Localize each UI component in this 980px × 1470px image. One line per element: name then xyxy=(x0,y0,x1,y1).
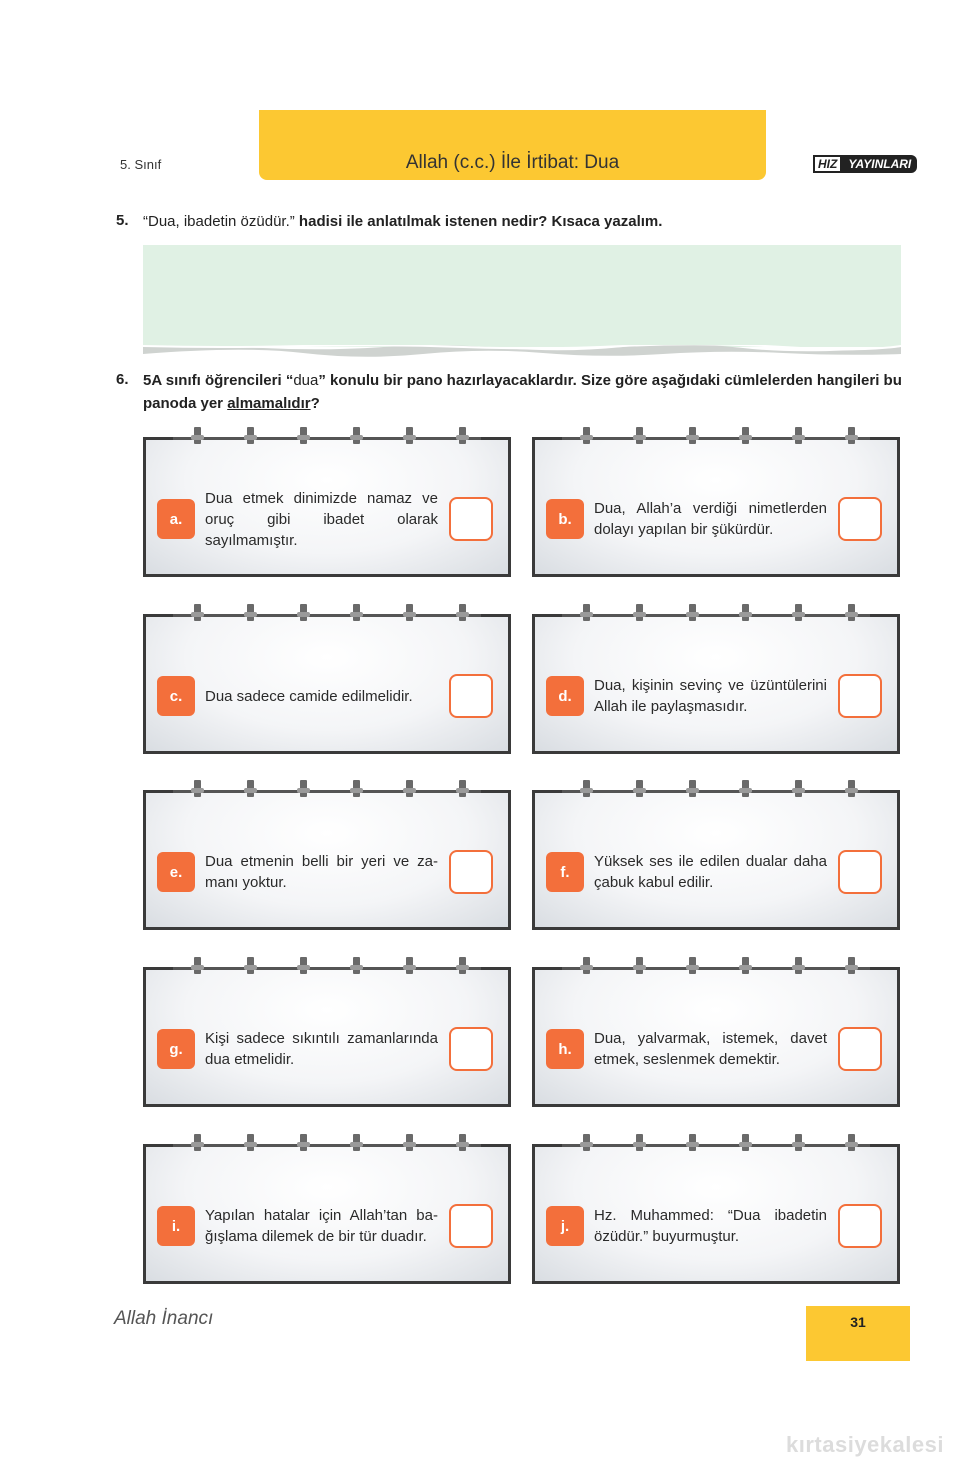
answer-checkbox[interactable] xyxy=(838,1027,882,1071)
statement-card xyxy=(532,1134,900,1284)
spotlight-icon xyxy=(406,604,413,621)
spotlight-icon xyxy=(300,427,307,444)
spotlight-icon xyxy=(583,780,590,797)
spotlight-icon xyxy=(300,780,307,797)
statement-letter-badge: e. xyxy=(157,852,195,892)
spotlight-icon xyxy=(848,780,855,797)
statement-letter-badge: g. xyxy=(157,1029,195,1069)
spotlight-icon xyxy=(247,957,254,974)
publisher-logo-part2: YAYINLARI xyxy=(842,155,917,173)
statement-letter-badge: j. xyxy=(546,1206,584,1246)
spotlight-icon xyxy=(459,1134,466,1151)
spotlight-icon xyxy=(689,1134,696,1151)
question-6-underlined: almamalıdır xyxy=(227,395,311,412)
title-band xyxy=(259,110,766,180)
answer-checkbox[interactable] xyxy=(449,674,493,718)
spotlight-icon xyxy=(795,780,802,797)
spotlight-icon xyxy=(194,957,201,974)
spotlight-icon xyxy=(583,957,590,974)
answer-checkbox[interactable] xyxy=(449,497,493,541)
spotlight-icon xyxy=(353,780,360,797)
statement-letter-badge: b. xyxy=(546,499,584,539)
statement-card xyxy=(143,780,511,930)
publisher-logo xyxy=(813,154,917,174)
statement-letter-badge: c. xyxy=(157,676,195,716)
spotlight-icon xyxy=(583,604,590,621)
light-wire xyxy=(562,1144,870,1147)
spotlight-icon xyxy=(636,1134,643,1151)
spotlight-icon xyxy=(247,1134,254,1151)
light-wire xyxy=(562,967,870,970)
spotlight-icon xyxy=(636,604,643,621)
unit-name: Allah İnancı xyxy=(114,1308,214,1329)
spotlight-icon xyxy=(742,957,749,974)
spotlight-icon xyxy=(459,780,466,797)
spotlight-icon xyxy=(300,604,307,621)
spotlight-icon xyxy=(247,427,254,444)
statement-card xyxy=(143,1134,511,1284)
spotlight-icon xyxy=(636,427,643,444)
statement-text: Kişi sadece sıkıntılı zamanlarında dua etmelidir. xyxy=(205,1030,438,1068)
light-wire xyxy=(562,437,870,440)
spotlight-icon xyxy=(848,1134,855,1151)
statement-letter-badge: h. xyxy=(546,1029,584,1069)
spotlight-icon xyxy=(742,604,749,621)
statement-letter-badge: d. xyxy=(546,676,584,716)
statement-text: Dua etmenin belli bir yeri ve zamanı yoktur. xyxy=(205,853,438,891)
statement-letter-badge: f. xyxy=(546,852,584,892)
spotlight-icon xyxy=(194,1134,201,1151)
spotlight-icon xyxy=(406,1134,413,1151)
light-wire xyxy=(173,614,481,617)
question-6-text xyxy=(143,369,913,415)
light-wire xyxy=(173,967,481,970)
spotlight-icon xyxy=(689,604,696,621)
watermark: kırtasiyekalesi xyxy=(786,1432,944,1457)
statement-letter-badge: a. xyxy=(157,499,195,539)
spotlight-icon xyxy=(353,427,360,444)
light-wire xyxy=(562,614,870,617)
answer-checkbox[interactable] xyxy=(838,497,882,541)
statement-text: Yapılan hatalar için Allah’tan bağışlama dilemek de bir tür duadır. xyxy=(205,1207,438,1245)
light-wire xyxy=(562,790,870,793)
statement-card xyxy=(532,604,900,754)
statement-card xyxy=(143,427,511,577)
spotlight-icon xyxy=(742,427,749,444)
answer-checkbox[interactable] xyxy=(449,1204,493,1248)
answer-area-torn-edge xyxy=(143,345,901,357)
spotlight-icon xyxy=(689,957,696,974)
statement-card xyxy=(143,957,511,1107)
spotlight-icon xyxy=(583,427,590,444)
spotlight-icon xyxy=(194,427,201,444)
statement-letter-badge: i. xyxy=(157,1206,195,1246)
light-wire xyxy=(173,1144,481,1147)
spotlight-icon xyxy=(742,780,749,797)
spotlight-icon xyxy=(848,427,855,444)
question-6-part4: ? xyxy=(310,395,320,412)
spotlight-icon xyxy=(406,427,413,444)
statement-text: Dua etmek dinimizde namaz ve oruç gibi ibadet olarak sayılmamıştır. xyxy=(205,490,438,549)
question-6-keyword: dua xyxy=(293,372,319,389)
question-5-text xyxy=(143,210,913,233)
spotlight-icon xyxy=(300,957,307,974)
statement-text: Hz. Muhammed: “Dua ibadetin özüdür.” buyurmuştur. xyxy=(594,1207,827,1245)
answer-checkbox[interactable] xyxy=(449,1027,493,1071)
question-5-quote: “Dua, ibadetin özüdür.” xyxy=(143,213,295,230)
statement-text: Yüksek ses ile edilen dualar daha çabuk kabul edilir. xyxy=(594,853,827,891)
statement-text: Dua, kişinin sevinç ve üzüntülerini Allah ile paylaşmasıdır. xyxy=(594,677,827,715)
spotlight-icon xyxy=(459,957,466,974)
question-5-prompt: hadisi ile anlatılmak istenen nedir? Kısaca yazalım. xyxy=(294,213,663,230)
page-number: 31 xyxy=(850,1314,866,1330)
spotlight-icon xyxy=(194,604,201,621)
spotlight-icon xyxy=(848,604,855,621)
statement-card xyxy=(532,957,900,1107)
spotlight-icon xyxy=(247,604,254,621)
answer-checkbox[interactable] xyxy=(838,1204,882,1248)
question-6-number: 6. xyxy=(116,371,129,388)
publisher-logo-part1: HIZ xyxy=(813,155,842,173)
spotlight-icon xyxy=(636,780,643,797)
spotlight-icon xyxy=(406,780,413,797)
spotlight-icon xyxy=(795,957,802,974)
spotlight-icon xyxy=(353,957,360,974)
statement-text: Dua, Allah’a verdiği nimetlerden dolayı yapılan bir şükürdür. xyxy=(594,500,827,538)
page-number-tab xyxy=(806,1306,910,1361)
spotlight-icon xyxy=(795,427,802,444)
spotlight-icon xyxy=(742,1134,749,1151)
spotlight-icon xyxy=(353,604,360,621)
spotlight-icon xyxy=(795,604,802,621)
spotlight-icon xyxy=(689,780,696,797)
statement-text: Dua, yalvarmak, istemek, davet etmek, seslenmek demektir. xyxy=(594,1030,827,1068)
grade-label: 5. Sınıf xyxy=(120,157,162,172)
question-6-part3: ” konulu bir pano hazırlayacaklardır. Size göre aşağıdaki cümlelerden hangileri bu panoda yer xyxy=(143,372,902,412)
page-title: Allah (c.c.) İle İrtibat: Dua xyxy=(405,152,620,173)
question-6-part1: 5A sınıfı öğrencileri “ xyxy=(143,372,294,389)
spotlight-icon xyxy=(689,427,696,444)
answer-checkbox[interactable] xyxy=(838,674,882,718)
spotlight-icon xyxy=(848,957,855,974)
statement-card xyxy=(532,427,900,577)
spotlight-icon xyxy=(247,780,254,797)
spotlight-icon xyxy=(459,427,466,444)
spotlight-icon xyxy=(406,957,413,974)
spotlight-icon xyxy=(300,1134,307,1151)
answer-checkbox[interactable] xyxy=(449,850,493,894)
question-5-number: 5. xyxy=(116,212,129,229)
light-wire xyxy=(173,790,481,793)
spotlight-icon xyxy=(194,780,201,797)
answer-area[interactable] xyxy=(143,245,901,347)
spotlight-icon xyxy=(636,957,643,974)
statement-text: Dua sadece camide edilmelidir. xyxy=(205,688,413,705)
answer-checkbox[interactable] xyxy=(838,850,882,894)
statement-card xyxy=(143,604,511,754)
spotlight-icon xyxy=(795,1134,802,1151)
spotlight-icon xyxy=(459,604,466,621)
light-wire xyxy=(173,437,481,440)
spotlight-icon xyxy=(353,1134,360,1151)
statement-card xyxy=(532,780,900,930)
spotlight-icon xyxy=(583,1134,590,1151)
